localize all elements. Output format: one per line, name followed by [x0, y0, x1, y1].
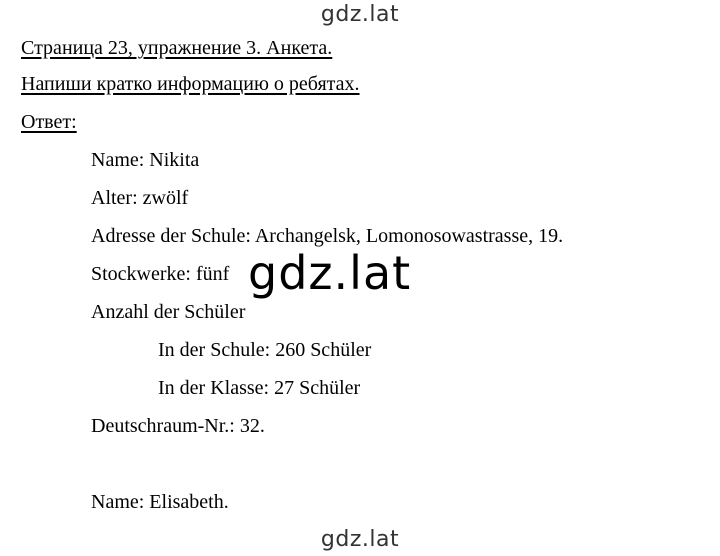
entry-age: Alter: zwölf	[91, 187, 189, 209]
entry-school-address: Adresse der Schule: Archangelsk, Lomonosowastrasse, 19.	[91, 225, 564, 247]
entry-german-room: Deutschraum-Nr.: 32.	[91, 415, 265, 437]
watermark-center: gdz.lat	[248, 246, 412, 300]
watermark-bottom: gdz.lat	[320, 527, 400, 552]
watermark-top: gdz.lat	[320, 2, 400, 27]
answer-label: Ответ:	[21, 111, 77, 133]
task-text: Напиши кратко информацию о ребятах.	[21, 73, 360, 95]
entry-name-nikita: Name: Nikita	[91, 149, 200, 171]
entry-student-count-heading: Anzahl der Schüler	[91, 301, 246, 323]
entry-students-in-class: In der Klasse: 27 Schüler	[158, 377, 361, 399]
entry-name-elisabeth: Name: Elisabeth.	[91, 491, 229, 513]
page-heading: Страница 23, упражнение 3. Анкета.	[21, 37, 333, 59]
entry-students-in-school: In der Schule: 260 Schüler	[158, 339, 372, 361]
entry-floors: Stockwerke: fünf	[91, 263, 230, 285]
